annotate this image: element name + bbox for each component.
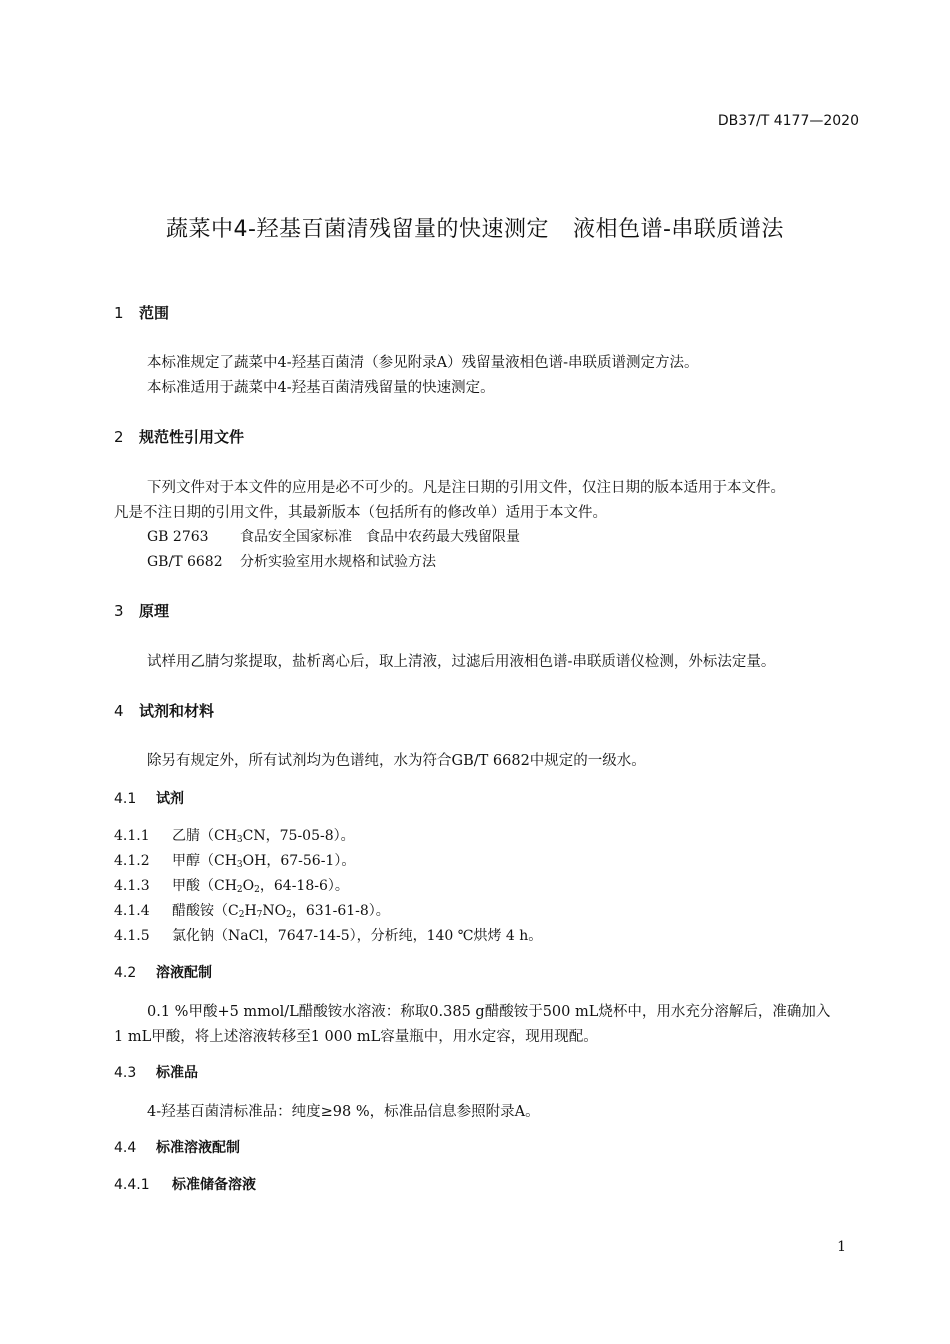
section-4-heading <box>114 700 214 721</box>
cas-number: ，631-61-8）。 <box>291 903 390 919</box>
section-number: 4.1 <box>114 791 137 807</box>
cas-number: ，7647-14-5），分析纯，140 ℃烘烤 4 h。 <box>263 928 543 944</box>
cas-number: ，75-05-8）。 <box>265 828 355 844</box>
reagent-name: 甲酸 <box>172 878 200 894</box>
section-number: 4.3 <box>114 1065 137 1081</box>
section-2-heading <box>114 426 244 447</box>
page-number: 1 <box>837 1239 846 1255</box>
section-1-paragraph-1: 本标准规定了蔬菜中4-羟基百菌清（参见附录A）残留量液相色谱-串联质谱测定方法。 <box>147 355 699 371</box>
formula: $CH_3CN$ <box>214 828 266 845</box>
standard-number: DB37/T 4177—2020 <box>717 113 859 129</box>
section-2-paragraph-1-cont: 凡是不注日期的引用文件，其最新版本（包括所有的修改单）适用于本文件。 <box>114 505 607 521</box>
section-title: 标准溶液配制 <box>156 1140 240 1156</box>
title-part-2: 液相色谱-串联质谱法 <box>572 217 784 242</box>
formula: $C_2H_7NO_2$ <box>228 903 292 920</box>
reagent-item: 4.1.5 氯化钠（NaCl，7647-14-5），分析纯，140 ℃烘烤 4 h。 <box>114 928 543 944</box>
item-number: 4.1.1 <box>114 828 150 844</box>
reference-code: GB 2763 <box>147 529 209 545</box>
item-number: 4.1.3 <box>114 878 150 894</box>
reference-title-b: 食品中农药最大残留限量 <box>366 529 520 545</box>
section-1-heading <box>114 302 169 323</box>
section-4-3-heading <box>114 1062 198 1082</box>
section-title: 试剂 <box>156 791 184 807</box>
section-number: 2 <box>114 428 124 446</box>
reagent-item: 4.1.2 甲醇（$CH_3OH$，67-56-1）。 <box>114 853 356 870</box>
item-number: 4.1.2 <box>114 853 150 869</box>
section-4-4-1-heading <box>114 1174 256 1194</box>
section-title: 标准储备溶液 <box>172 1177 256 1193</box>
formula: $CH_3OH$ <box>214 853 267 870</box>
normative-reference <box>147 551 436 571</box>
section-4-2-heading <box>114 962 212 982</box>
section-number: 4.2 <box>114 965 137 981</box>
section-title: 溶液配制 <box>156 965 212 981</box>
title-part-1: 蔬菜中4-羟基百菌清残留量的快速测定 <box>166 217 549 242</box>
reference-title: 分析实验室用水规格和试验方法 <box>240 554 436 570</box>
section-number: 4.4 <box>114 1140 137 1156</box>
reagent-name: 乙腈 <box>172 828 200 844</box>
section-number: 4 <box>114 702 124 720</box>
section-1-paragraph-2: 本标准适用于蔬菜中4-羟基百菌清残留量的快速测定。 <box>147 380 495 396</box>
section-title: 试剂和材料 <box>139 702 215 720</box>
section-4-2-paragraph-1: 0.1 %甲酸+5 mmol/L醋酸铵水溶液：称取0.385 g醋酸铵于500 mL烧杯中，用水充分溶解后，准确加入 <box>147 1004 831 1020</box>
reagent-name: 氯化钠 <box>172 928 214 944</box>
section-3-heading <box>114 600 169 621</box>
section-number: 3 <box>114 602 124 620</box>
section-title: 范围 <box>139 304 170 322</box>
reagent-item: 4.1.4 醋酸铵（$C_2H_7NO_2$，631-61-8）。 <box>114 903 390 920</box>
section-title: 规范性引用文件 <box>139 428 245 446</box>
reagent-item: 4.1.1 乙腈（$CH_3CN$，75-05-8）。 <box>114 828 355 845</box>
formula: NaCl <box>228 928 264 944</box>
reference-code: GB/T 6682 <box>147 554 223 570</box>
normative-reference <box>147 526 520 546</box>
section-2-paragraph-1: 下列文件对于本文件的应用是必不可少的。凡是注日期的引用文件，仅注日期的版本适用于本文件。 <box>147 480 785 496</box>
reference-title-a: 食品安全国家标准 <box>240 529 352 545</box>
item-number: 4.1.4 <box>114 903 150 919</box>
item-number: 4.1.5 <box>114 928 150 944</box>
formula: $CH_2O_2$ <box>214 878 260 895</box>
section-title: 原理 <box>139 602 170 620</box>
section-4-1-heading <box>114 788 184 808</box>
document-title <box>0 212 950 243</box>
section-number: 4.4.1 <box>114 1177 150 1193</box>
section-number: 1 <box>114 304 124 322</box>
section-4-4-heading <box>114 1137 240 1157</box>
reagent-name: 甲醇 <box>172 853 200 869</box>
cas-number: ，67-56-1）。 <box>266 853 356 869</box>
section-title: 标准品 <box>156 1065 198 1081</box>
section-4-3-paragraph-1: 4-羟基百菌清标准品：纯度≥98 %，标准品信息参照附录A。 <box>147 1104 540 1120</box>
reagent-name: 醋酸铵 <box>172 903 214 919</box>
section-3-paragraph-1: 试样用乙腈匀浆提取，盐析离心后，取上清液，过滤后用液相色谱-串联质谱仪检测，外标法定量。 <box>147 654 776 670</box>
cas-number: ，64-18-6）。 <box>259 878 349 894</box>
reagent-item: 4.1.3 甲酸（$CH_2O_2$，64-18-6）。 <box>114 878 349 895</box>
section-4-paragraph-1: 除另有规定外，所有试剂均为色谱纯，水为符合GB/T 6682中规定的一级水。 <box>147 753 646 769</box>
section-4-2-paragraph-1-cont: 1 mL甲酸，将上述溶液转移至1 000 mL容量瓶中，用水定容，现用现配。 <box>114 1029 598 1045</box>
